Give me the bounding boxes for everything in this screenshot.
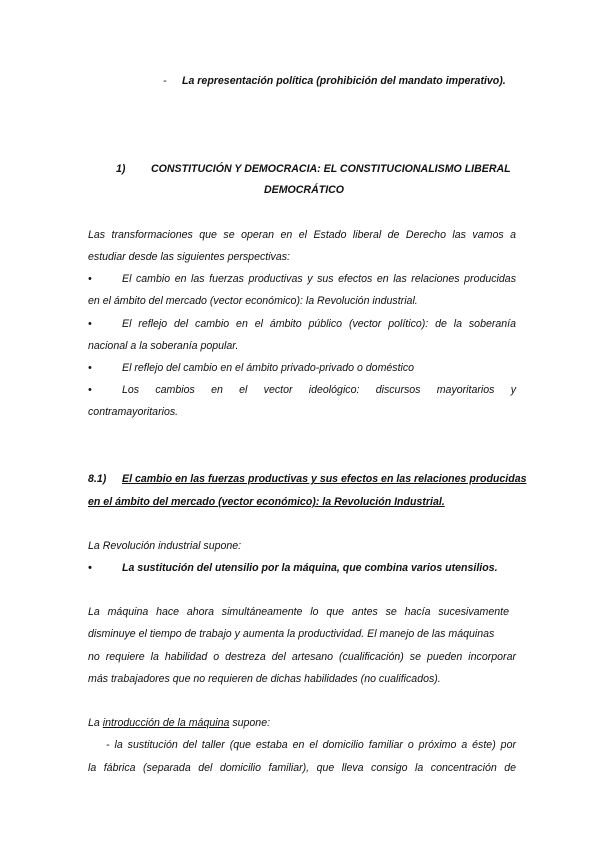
bullet-icon: • [88, 562, 92, 574]
introduction-heading [88, 717, 270, 729]
revolution-intro: La Revolución industrial supone: [88, 540, 242, 552]
machine-para-line4: más trabajadores que no requieren de dichas habilidades (no cualificados). [88, 673, 441, 685]
perspective-3-line1: El reflejo del cambio en el ámbito privado-privado o doméstico [122, 362, 415, 374]
machine-para-line1: La máquina hace ahora simultáneamente lo que antes se hacía sucesivamente [88, 606, 509, 618]
machine-para-line3: no requiere la habilidad o destreza del artesano (cualificación) se pueden incorporar [88, 651, 516, 663]
introduction-suffix: supone: [232, 717, 271, 729]
section-title-line2: DEMOCRÁTICO [264, 184, 345, 196]
intro-line2: estudiar desde las siguientes perspectivas: [88, 251, 290, 263]
introduction-item-line2: la fábrica (separada del domicilio familiar), que lleva consigo la concentración de [88, 762, 516, 774]
subsection-title-line2: en el ámbito del mercado (vector económico): la Revolución Industrial. [88, 496, 445, 508]
bullet-icon: • [88, 318, 92, 330]
perspective-2-line1: El reflejo del cambio en el ámbito público (vector político): de la soberanía [122, 318, 516, 330]
list-dash: - [163, 75, 167, 87]
intro-line1: Las transformaciones que se operan en el Estado liberal de Derecho las vamos a [88, 229, 516, 241]
perspective-1-line1: El cambio en las fuerzas productivas y sus efectos en las relaciones producidas [122, 273, 516, 285]
machine-para-line2: disminuye el tiempo de trabajo y aumenta la productividad. El manejo de las máquinas [88, 628, 495, 640]
bullet-icon: • [88, 384, 92, 396]
section-number: 1) [116, 163, 126, 175]
section-title-line1: CONSTITUCIÓN Y DEMOCRACIA: EL CONSTITUCIONALISMO LIBERAL [151, 163, 511, 175]
bullet-icon: • [88, 273, 92, 285]
perspective-2-line2: nacional a la soberanía popular. [88, 340, 239, 352]
perspective-4-line1: Los cambios en el vector ideológico: discursos mayoritarios y [122, 384, 516, 396]
subsection-title-line1: El cambio en las fuerzas productivas y sus efectos en las relaciones producidas [122, 473, 527, 485]
introduction-underlined: introducción de la máquina [102, 717, 230, 729]
subsection-number: 8.1) [88, 473, 107, 485]
introduction-item-line1: - la sustitución del taller (que estaba en el domicilio familiar o próximo a éste) por [106, 739, 516, 751]
perspective-1-line2: en el ámbito del mercado (vector económico): la Revolución industrial. [88, 295, 418, 307]
revolution-point: La sustitución del utensilio por la máquina, que combina varios utensilios. [122, 562, 498, 574]
bullet-icon: • [88, 362, 92, 374]
top-item-text: La representación política (prohibición del mandato imperativo). [182, 75, 506, 87]
introduction-prefix: La [88, 717, 100, 729]
perspective-4-line2: contramayoritarios. [88, 406, 179, 418]
